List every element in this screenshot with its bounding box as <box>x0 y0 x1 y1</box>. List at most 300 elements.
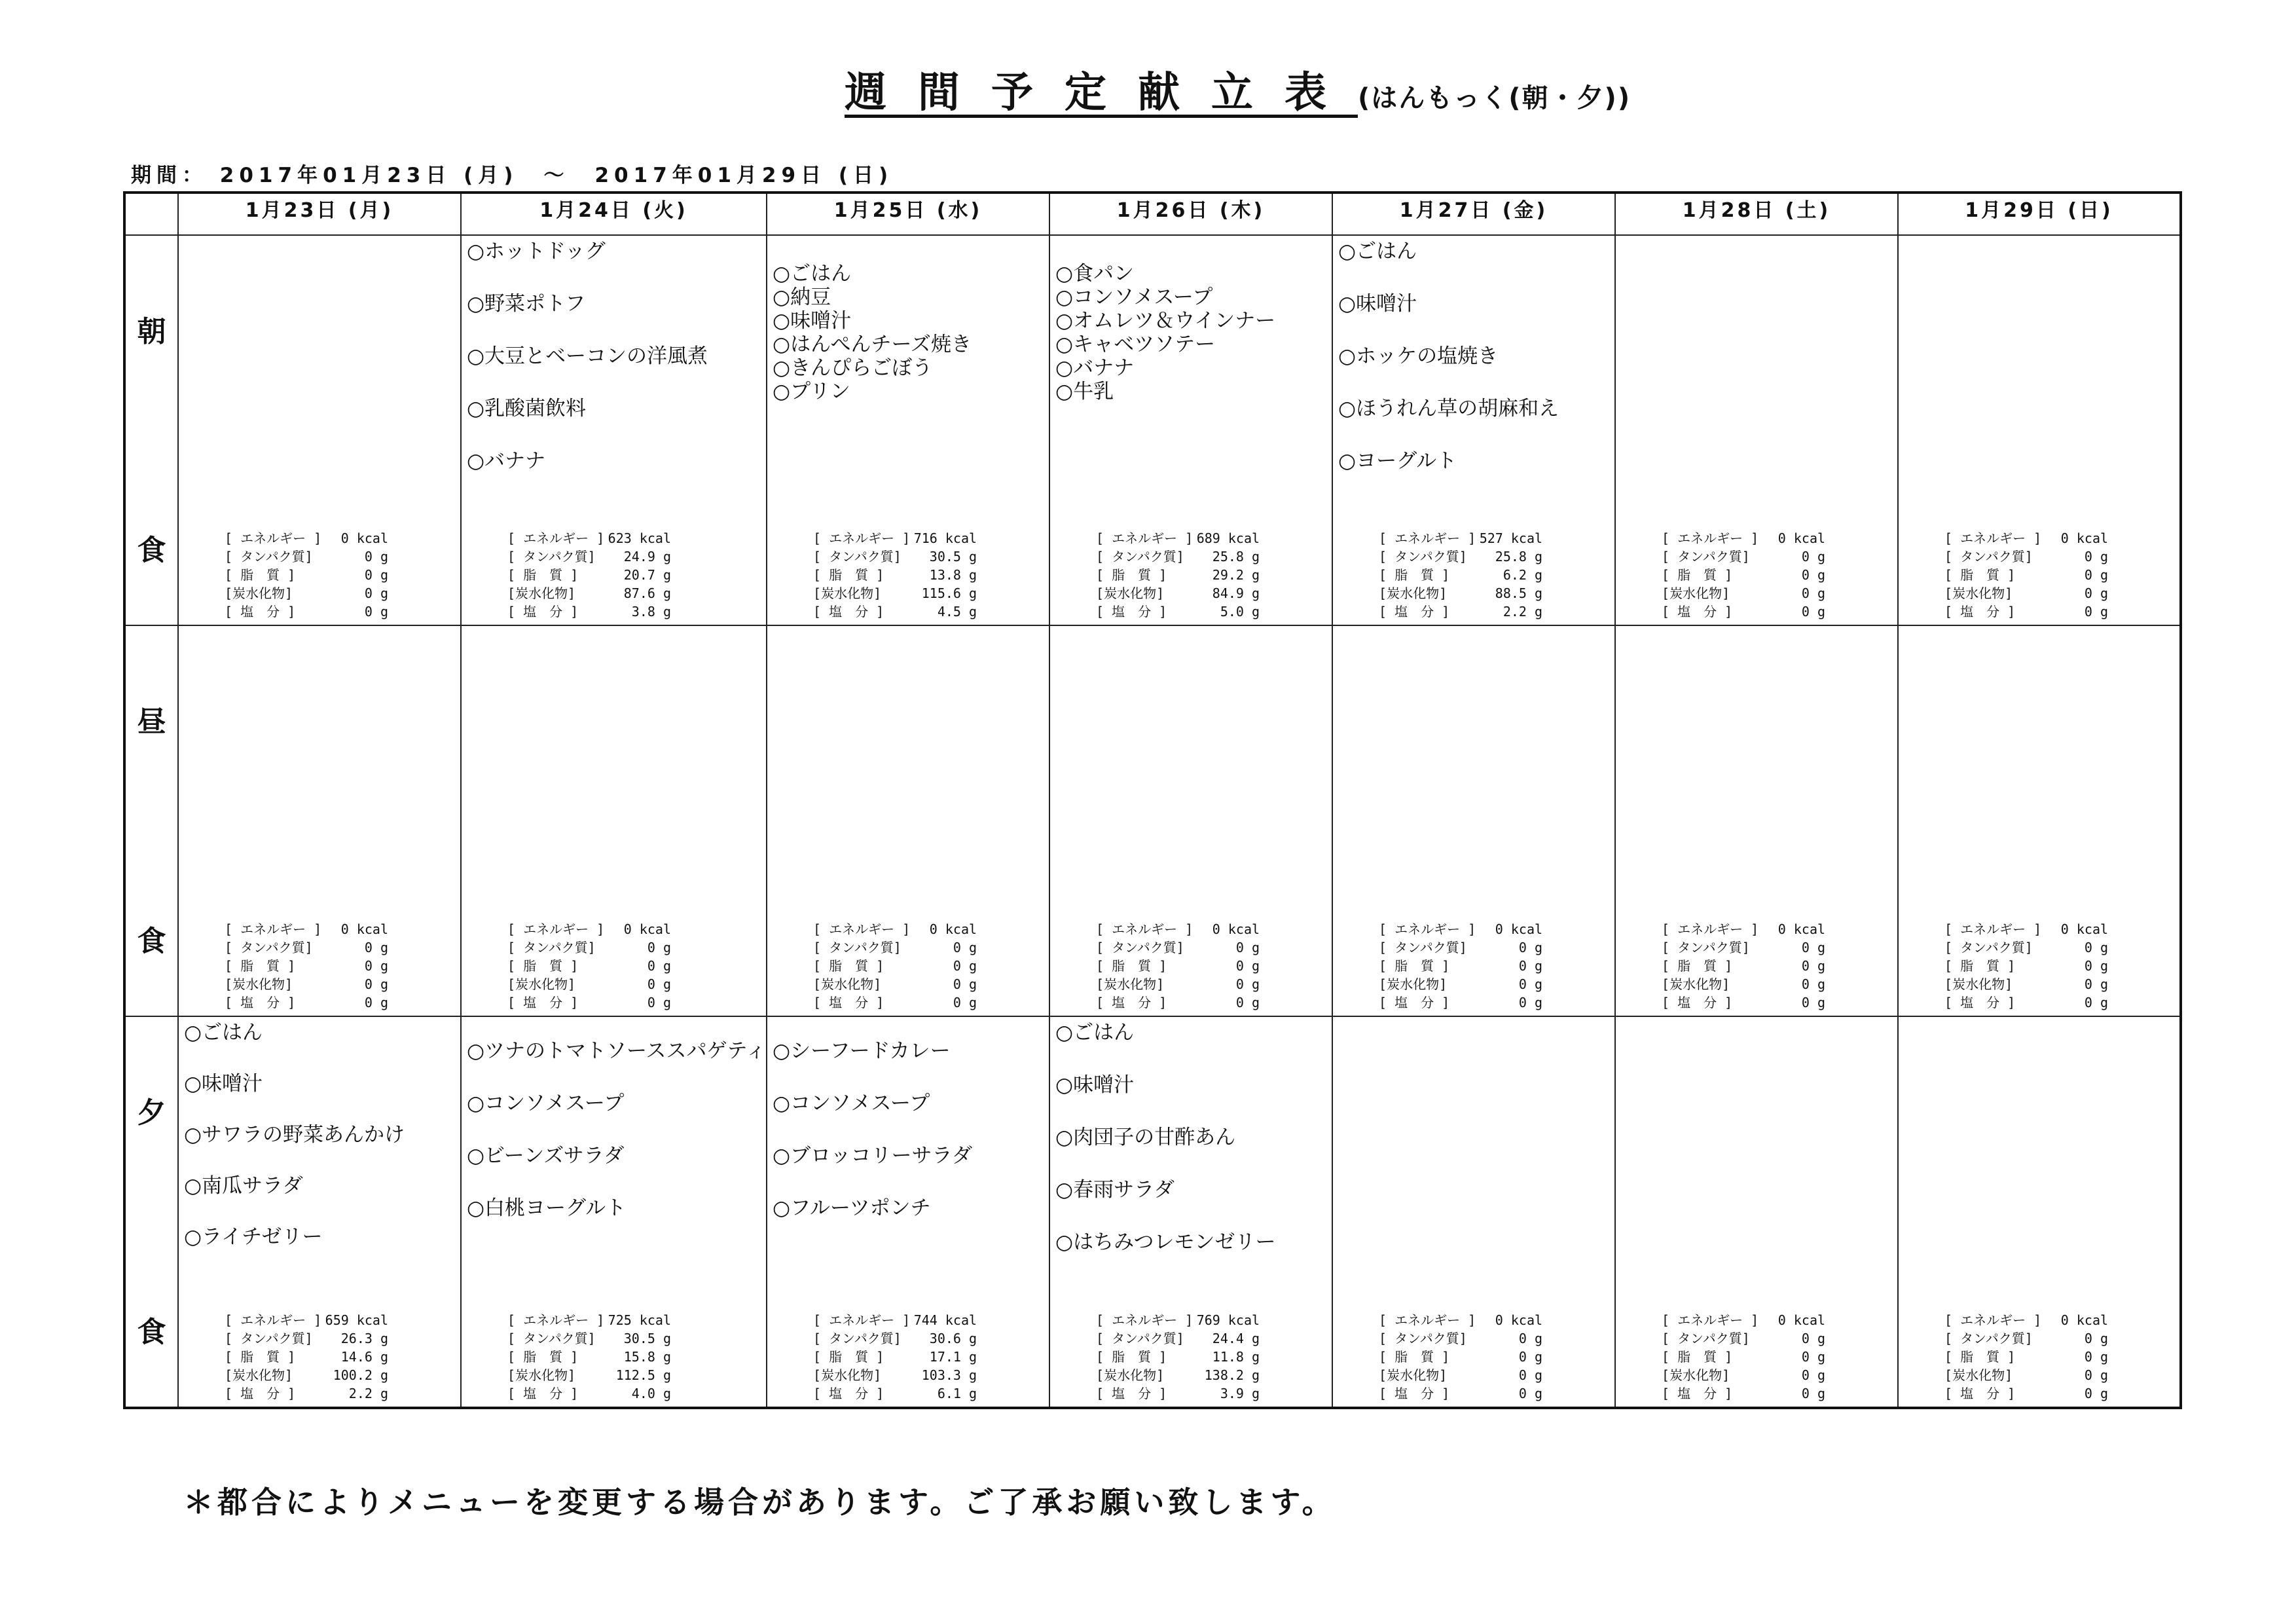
nutrition-label: [炭水化物] <box>507 1367 576 1383</box>
nutrition-value: 0 g <box>1235 940 1260 955</box>
nutrition-label: [ 脂 質 ] <box>1944 567 2016 583</box>
nutrition-label: [炭水化物] <box>507 585 576 601</box>
dish-item: ○ごはん <box>1055 1021 1135 1044</box>
nutrition-label: [ タンパク質] <box>507 1331 596 1346</box>
nutrition-label: [ エネルギー ] <box>813 921 911 937</box>
nutrition-row <box>225 1311 388 1329</box>
nutrition-value: 0 g <box>953 995 977 1010</box>
nutrition-summary <box>507 920 671 1012</box>
nutrition-row <box>1662 547 1825 566</box>
meal-cell-lunch <box>1049 625 1332 1016</box>
nutrition-summary <box>1944 1311 2108 1403</box>
nutrition-label: [炭水化物] <box>813 1367 882 1383</box>
meal-cell-lunch <box>461 625 767 1016</box>
nutrition-label: [ エネルギー ] <box>507 530 605 546</box>
meal-label-bottom: 食 <box>137 1316 166 1349</box>
nutrition-value: 0 kcal <box>340 530 388 546</box>
nutrition-row <box>1379 1384 1542 1403</box>
dish-item: ○ごはん <box>184 1021 263 1044</box>
meal-cell-dinner <box>1049 1016 1332 1408</box>
dish-item: ○バナナ <box>1055 356 1135 380</box>
nutrition-value: 0 kcal <box>1777 530 1826 546</box>
nutrition-value: 0 g <box>1518 976 1543 992</box>
nutrition-value: 0 kcal <box>2060 530 2109 546</box>
nutrition-value: 527 kcal <box>1479 530 1543 546</box>
nutrition-row <box>1662 920 1825 938</box>
nutrition-row <box>1096 1384 1260 1403</box>
nutrition-value: 14.6 g <box>340 1349 388 1365</box>
nutrition-label: [ 塩 分 ] <box>1944 1386 2016 1401</box>
nutrition-row <box>813 566 977 584</box>
dish-list <box>767 626 1049 630</box>
dish-list <box>1050 1017 1332 1254</box>
nutrition-row <box>507 1366 671 1384</box>
nutrition-value: 13.8 g <box>929 567 977 583</box>
nutrition-value: 689 kcal <box>1196 530 1260 546</box>
nutrition-value: 112.5 g <box>615 1367 671 1383</box>
nutrition-label: [炭水化物] <box>507 976 576 992</box>
nutrition-row <box>1379 566 1542 584</box>
nutrition-summary <box>225 1311 388 1403</box>
page-title <box>845 59 1631 119</box>
nutrition-label: [ 脂 質 ] <box>225 567 296 583</box>
dish-item: ○味噌汁 <box>1055 1073 1135 1097</box>
meal-cell-breakfast <box>1332 235 1615 625</box>
nutrition-row <box>1379 938 1542 957</box>
nutrition-row <box>1662 566 1825 584</box>
nutrition-value: 25.8 g <box>1495 549 1543 564</box>
nutrition-row <box>1662 529 1825 547</box>
dish-item: ○ほうれん草の胡麻和え <box>1338 397 1559 420</box>
dish-item: ○ライチゼリー <box>184 1225 323 1249</box>
nutrition-label: [ タンパク質] <box>813 940 902 955</box>
dish-item: ○野菜ポトフ <box>467 292 586 316</box>
nutrition-label: [炭水化物] <box>1379 976 1448 992</box>
nutrition-row <box>813 975 977 993</box>
dish-list <box>1050 236 1332 403</box>
nutrition-label: [ 塩 分 ] <box>813 1386 884 1401</box>
nutrition-value: 0 g <box>1801 604 1826 619</box>
nutrition-label: [ 塩 分 ] <box>1379 604 1450 619</box>
nutrition-value: 0 g <box>1801 976 1826 992</box>
nutrition-row <box>507 584 671 602</box>
meal-cell-dinner <box>461 1016 767 1408</box>
nutrition-label: [ エネルギー ] <box>1662 530 1759 546</box>
nutrition-value: 623 kcal <box>608 530 671 546</box>
nutrition-summary <box>1662 529 1825 621</box>
nutrition-label: [ タンパク質] <box>813 1331 902 1346</box>
nutrition-value: 0 g <box>364 976 388 992</box>
nutrition-value: 0 g <box>1801 1386 1826 1401</box>
nutrition-label: [ 塩 分 ] <box>1662 604 1733 619</box>
nutrition-value: 0 g <box>1518 958 1543 974</box>
nutrition-row <box>1662 1348 1825 1366</box>
nutrition-label: [ 脂 質 ] <box>813 567 884 583</box>
nutrition-row <box>1096 602 1260 621</box>
nutrition-label: [ 塩 分 ] <box>507 604 579 619</box>
dish-item: ○食パン <box>1055 262 1135 286</box>
nutrition-row <box>813 920 977 938</box>
nutrition-row <box>1944 1384 2108 1403</box>
nutrition-value: 0 kcal <box>340 921 388 937</box>
nutrition-label: [炭水化物] <box>813 585 882 601</box>
nutrition-label: [炭水化物] <box>813 976 882 992</box>
nutrition-row <box>507 529 671 547</box>
nutrition-row <box>1662 957 1825 975</box>
dish-list <box>1899 1017 2179 1021</box>
nutrition-label: [ エネルギー ] <box>1379 1312 1476 1328</box>
nutrition-value: 0 kcal <box>1495 921 1543 937</box>
nutrition-value: 4.0 g <box>631 1386 671 1401</box>
nutrition-label: [ 脂 質 ] <box>225 1349 296 1365</box>
nutrition-row <box>225 1366 388 1384</box>
dish-item: ○バナナ <box>467 449 546 473</box>
nutrition-row <box>225 993 388 1012</box>
nutrition-label: [ 脂 質 ] <box>813 1349 884 1365</box>
nutrition-value: 0 kcal <box>623 921 671 937</box>
nutrition-summary <box>1379 1311 1542 1403</box>
period-label: 期間： 2017年01月23日 (月) ～ 2017年01月29日 (日) <box>131 164 894 187</box>
nutrition-label: [ タンパク質] <box>225 549 313 564</box>
dish-list <box>1333 626 1614 630</box>
nutrition-value: 0 g <box>364 940 388 955</box>
nutrition-label: [ 脂 質 ] <box>507 567 579 583</box>
nutrition-label: [ 脂 質 ] <box>1379 567 1450 583</box>
nutrition-row <box>1944 584 2108 602</box>
nutrition-row <box>225 1329 388 1348</box>
nutrition-value: 4.5 g <box>937 604 977 619</box>
nutrition-label: [ エネルギー ] <box>1944 1312 2042 1328</box>
nutrition-label: [ タンパク質] <box>1379 1331 1467 1346</box>
nutrition-value: 100.2 g <box>333 1367 388 1383</box>
day-header-row <box>124 193 2181 235</box>
nutrition-label: [ タンパク質] <box>1662 940 1750 955</box>
nutrition-label: [ 脂 質 ] <box>507 1349 579 1365</box>
nutrition-summary <box>225 529 388 621</box>
dish-item: ○キャベツソテー <box>1055 333 1216 356</box>
nutrition-value: 0 g <box>1801 567 1826 583</box>
nutrition-value: 84.9 g <box>1212 585 1260 601</box>
nutrition-row <box>1379 602 1542 621</box>
meal-label-top: 昼 <box>137 705 166 739</box>
nutrition-row <box>225 957 388 975</box>
meal-cell-dinner <box>1615 1016 1898 1408</box>
dish-item: ○白桃ヨーグルト <box>467 1196 627 1220</box>
nutrition-label: [炭水化物] <box>1662 585 1730 601</box>
nutrition-value: 29.2 g <box>1212 567 1260 583</box>
day-header: 1月26日 (木) <box>1049 193 1332 235</box>
nutrition-label: [ 塩 分 ] <box>1379 995 1450 1010</box>
dish-list <box>462 236 766 473</box>
nutrition-row <box>1379 920 1542 938</box>
nutrition-value: 5.0 g <box>1220 604 1260 619</box>
nutrition-label: [ 塩 分 ] <box>225 1386 296 1401</box>
dish-item: ○ホッケの塩焼き <box>1338 344 1499 368</box>
nutrition-value: 103.3 g <box>921 1367 977 1383</box>
meal-cell-breakfast <box>767 235 1049 625</box>
nutrition-row <box>507 602 671 621</box>
nutrition-label: [炭水化物] <box>225 1367 293 1383</box>
nutrition-value: 2.2 g <box>348 1386 388 1401</box>
nutrition-value: 716 kcal <box>913 530 977 546</box>
nutrition-row <box>1096 1329 1260 1348</box>
nutrition-summary <box>1944 529 2108 621</box>
nutrition-label: [ エネルギー ] <box>1096 530 1194 546</box>
meal-cell-dinner <box>1332 1016 1615 1408</box>
nutrition-value: 0 g <box>953 976 977 992</box>
nutrition-row <box>1096 920 1260 938</box>
nutrition-row <box>225 1348 388 1366</box>
change-notice: ＊都合によりメニューを変更する場合があります。ご了承お願い致します。 <box>183 1485 1336 1520</box>
nutrition-row <box>225 566 388 584</box>
nutrition-label: [ 塩 分 ] <box>1096 1386 1167 1401</box>
nutrition-label: [ タンパク質] <box>507 549 596 564</box>
nutrition-label: [ エネルギー ] <box>1379 921 1476 937</box>
dish-item: ○乳酸菌飲料 <box>467 397 587 420</box>
nutrition-value: 725 kcal <box>608 1312 671 1328</box>
meal-row-breakfast <box>124 235 2181 625</box>
dish-list <box>1616 626 1897 630</box>
nutrition-value: 87.6 g <box>623 585 671 601</box>
dish-item: ○味噌汁 <box>1338 292 1417 316</box>
meal-cell-breakfast <box>1615 235 1898 625</box>
nutrition-label: [炭水化物] <box>1096 585 1165 601</box>
dish-item: ○大豆とベーコンの洋風煮 <box>467 344 708 368</box>
dish-item: ○コンソメスープ <box>467 1092 625 1115</box>
nutrition-label: [ 塩 分 ] <box>1662 1386 1733 1401</box>
nutrition-row <box>1944 920 2108 938</box>
nutrition-label: [ タンパク質] <box>225 1331 313 1346</box>
nutrition-row <box>1096 529 1260 547</box>
meal-cell-lunch <box>1898 625 2181 1016</box>
nutrition-label: [ 脂 質 ] <box>1662 958 1733 974</box>
nutrition-value: 30.5 g <box>623 1331 671 1346</box>
dish-list <box>1333 1017 1614 1021</box>
dish-item: ○味噌汁 <box>773 309 852 333</box>
nutrition-value: 0 g <box>2084 1367 2109 1383</box>
meal-cell-lunch <box>178 625 461 1016</box>
meal-cell-lunch <box>1332 625 1615 1016</box>
nutrition-row <box>1379 1348 1542 1366</box>
dish-list <box>179 626 460 630</box>
dish-item: ○春雨サラダ <box>1055 1178 1175 1202</box>
day-header: 1月25日 (水) <box>767 193 1049 235</box>
nutrition-label: [ 脂 質 ] <box>1662 567 1733 583</box>
dish-list <box>1899 626 2179 630</box>
nutrition-row <box>813 1329 977 1348</box>
nutrition-label: [ エネルギー ] <box>507 1312 605 1328</box>
meal-cell-dinner <box>767 1016 1049 1408</box>
nutrition-row <box>507 566 671 584</box>
day-header: 1月27日 (金) <box>1332 193 1615 235</box>
dish-list <box>462 1017 766 1220</box>
day-header: 1月24日 (火) <box>461 193 767 235</box>
nutrition-summary <box>507 529 671 621</box>
dish-list <box>767 236 1049 403</box>
nutrition-label: [ エネルギー ] <box>1662 921 1759 937</box>
nutrition-label: [ 脂 質 ] <box>1379 1349 1450 1365</box>
nutrition-summary <box>813 529 977 621</box>
dish-list <box>462 626 766 630</box>
nutrition-row <box>507 1311 671 1329</box>
dish-item: ○コンソメスープ <box>1055 286 1213 309</box>
nutrition-label: [ エネルギー ] <box>1096 921 1194 937</box>
nutrition-row <box>225 547 388 566</box>
nutrition-label: [ エネルギー ] <box>1944 530 2042 546</box>
meal-label-dinner <box>124 1016 178 1408</box>
dish-item: ○シーフードカレー <box>773 1039 951 1063</box>
nutrition-value: 0 g <box>647 940 671 955</box>
nutrition-row <box>813 547 977 566</box>
nutrition-value: 3.9 g <box>1220 1386 1260 1401</box>
nutrition-row <box>1662 602 1825 621</box>
nutrition-summary <box>225 920 388 1012</box>
nutrition-value: 0 g <box>2084 1386 2109 1401</box>
nutrition-summary <box>507 1311 671 1403</box>
nutrition-value: 3.8 g <box>631 604 671 619</box>
nutrition-row <box>1379 1366 1542 1384</box>
nutrition-label: [ タンパク質] <box>1096 940 1184 955</box>
nutrition-summary <box>813 920 977 1012</box>
meal-cell-lunch <box>1615 625 1898 1016</box>
nutrition-row <box>813 584 977 602</box>
nutrition-row <box>1096 547 1260 566</box>
nutrition-row <box>1662 938 1825 957</box>
nutrition-row <box>1379 957 1542 975</box>
dish-list <box>1333 236 1614 473</box>
nutrition-value: 0 g <box>1801 585 1826 601</box>
nutrition-row <box>1944 566 2108 584</box>
nutrition-value: 0 g <box>2084 1331 2109 1346</box>
dish-item: ○プリン <box>773 380 850 403</box>
nutrition-value: 24.9 g <box>623 549 671 564</box>
nutrition-value: 769 kcal <box>1196 1312 1260 1328</box>
nutrition-row <box>225 920 388 938</box>
nutrition-value: 0 g <box>364 995 388 1010</box>
nutrition-label: [炭水化物] <box>1944 1367 2013 1383</box>
nutrition-row <box>507 920 671 938</box>
nutrition-label: [ エネルギー ] <box>1944 921 2042 937</box>
dish-item: ○牛乳 <box>1055 380 1114 403</box>
nutrition-row <box>1096 975 1260 993</box>
nutrition-label: [ タンパク質] <box>1944 940 2033 955</box>
nutrition-value: 26.3 g <box>340 1331 388 1346</box>
nutrition-value: 0 g <box>2084 995 2109 1010</box>
dish-item: ○ごはん <box>1338 240 1417 263</box>
nutrition-value: 0 g <box>2084 976 2109 992</box>
nutrition-summary <box>1662 1311 1825 1403</box>
nutrition-label: [ 脂 質 ] <box>1379 958 1450 974</box>
dish-item: ○肉団子の甘酢あん <box>1055 1126 1236 1149</box>
nutrition-value: 0 g <box>1518 1349 1543 1365</box>
nutrition-label: [ 塩 分 ] <box>1096 604 1167 619</box>
nutrition-row <box>813 993 977 1012</box>
nutrition-label: [ 脂 質 ] <box>1662 1349 1733 1365</box>
title-main: 週間予定献立表 <box>845 69 1358 117</box>
nutrition-value: 0 g <box>2084 567 2109 583</box>
nutrition-label: [ タンパク質] <box>507 940 596 955</box>
nutrition-value: 0 g <box>1235 958 1260 974</box>
nutrition-label: [ 塩 分 ] <box>813 995 884 1010</box>
dish-list <box>767 1017 1049 1220</box>
nutrition-row <box>1379 975 1542 993</box>
nutrition-row <box>1662 1329 1825 1348</box>
nutrition-value: 0 kcal <box>2060 1312 2109 1328</box>
dish-list <box>1616 236 1897 240</box>
nutrition-value: 0 g <box>2084 604 2109 619</box>
nutrition-row <box>1379 584 1542 602</box>
nutrition-value: 744 kcal <box>913 1312 977 1328</box>
nutrition-summary <box>1662 920 1825 1012</box>
nutrition-value: 0 g <box>1801 958 1826 974</box>
nutrition-label: [ エネルギー ] <box>225 1312 322 1328</box>
nutrition-label: [ エネルギー ] <box>225 530 322 546</box>
nutrition-row <box>1944 547 2108 566</box>
meal-label-bottom: 食 <box>137 925 166 958</box>
nutrition-value: 0 g <box>364 604 388 619</box>
header-corner <box>124 193 178 235</box>
nutrition-value: 0 g <box>1518 1386 1543 1401</box>
dish-list <box>1050 626 1332 630</box>
nutrition-row <box>1379 1311 1542 1329</box>
dish-list <box>179 236 460 240</box>
meal-label-lunch <box>124 625 178 1016</box>
nutrition-row <box>1662 1311 1825 1329</box>
nutrition-value: 25.8 g <box>1212 549 1260 564</box>
meal-cell-breakfast <box>461 235 767 625</box>
nutrition-row <box>1944 602 2108 621</box>
dish-item: ○サワラの野菜あんかけ <box>184 1123 405 1147</box>
meal-label-breakfast <box>124 235 178 625</box>
nutrition-value: 0 g <box>1235 995 1260 1010</box>
nutrition-label: [ タンパク質] <box>1096 549 1184 564</box>
dish-list <box>1616 1017 1897 1021</box>
nutrition-row <box>1944 993 2108 1012</box>
nutrition-row <box>1096 993 1260 1012</box>
nutrition-value: 0 kcal <box>1777 1312 1826 1328</box>
nutrition-value: 0 g <box>1801 1331 1826 1346</box>
meal-label-top: 夕 <box>137 1096 166 1130</box>
nutrition-value: 0 g <box>953 958 977 974</box>
nutrition-value: 0 kcal <box>1777 921 1826 937</box>
nutrition-value: 0 kcal <box>1212 921 1260 937</box>
nutrition-value: 0 g <box>1801 995 1826 1010</box>
nutrition-label: [ 塩 分 ] <box>225 995 296 1010</box>
nutrition-label: [ タンパク質] <box>1944 1331 2033 1346</box>
title-sub: (はんもっく(朝・夕)) <box>1358 83 1631 113</box>
nutrition-label: [炭水化物] <box>225 585 293 601</box>
nutrition-value: 0 g <box>364 585 388 601</box>
nutrition-row <box>813 1348 977 1366</box>
nutrition-label: [ 塩 分 ] <box>1944 604 2016 619</box>
nutrition-row <box>507 938 671 957</box>
nutrition-row <box>1096 566 1260 584</box>
nutrition-row <box>1662 1384 1825 1403</box>
nutrition-label: [ 脂 質 ] <box>813 958 884 974</box>
nutrition-label: [炭水化物] <box>1662 1367 1730 1383</box>
meal-cell-lunch <box>767 625 1049 1016</box>
nutrition-value: 0 g <box>1801 1367 1826 1383</box>
nutrition-row <box>507 975 671 993</box>
dish-item: ○オムレツ＆ウインナー <box>1055 309 1276 333</box>
meal-label-top: 朝 <box>137 315 166 348</box>
dish-item: ○ヨーグルト <box>1338 449 1457 473</box>
nutrition-value: 0 g <box>2084 585 2109 601</box>
meal-cell-breakfast <box>1049 235 1332 625</box>
nutrition-row <box>813 1384 977 1403</box>
dish-item: ○フルーツポンチ <box>773 1196 931 1220</box>
nutrition-label: [ 脂 質 ] <box>1944 958 2016 974</box>
